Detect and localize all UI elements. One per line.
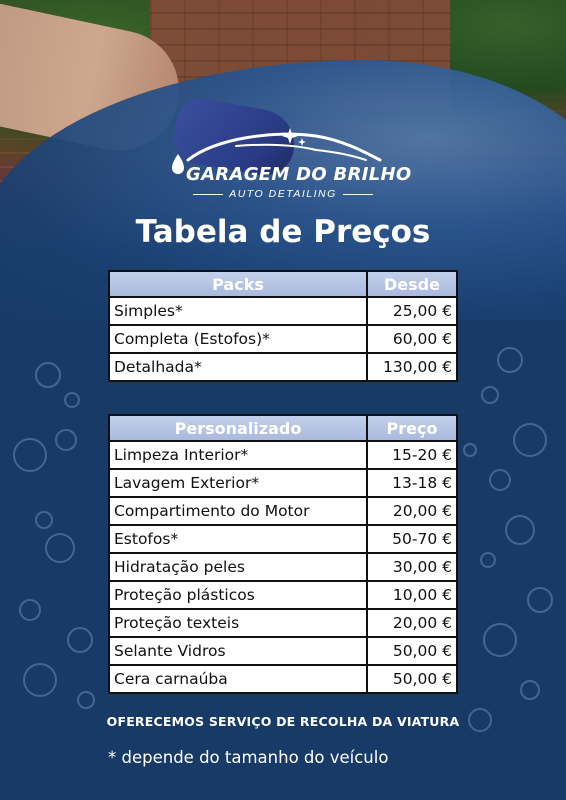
service-price: 50,00 € [367, 637, 457, 665]
service-price: 130,00 € [367, 353, 457, 381]
page-title: Tabela de Preços [135, 214, 431, 250]
service-name: Estofos* [109, 525, 367, 553]
column-header-preco: Preço [367, 415, 457, 441]
service-name: Limpeza Interior* [109, 441, 367, 469]
service-price: 20,00 € [367, 609, 457, 637]
table-row [109, 469, 457, 497]
table-row [109, 441, 457, 469]
service-name: Completa (Estofos)* [109, 325, 367, 353]
table-header-row [109, 415, 457, 441]
service-name: Lavagem Exterior* [109, 469, 367, 497]
brand-logo [166, 128, 412, 202]
service-price: 20,00 € [367, 497, 457, 525]
table-row [109, 665, 457, 693]
service-price: 10,00 € [367, 581, 457, 609]
table-row [109, 297, 457, 325]
service-name: Detalhada* [109, 353, 367, 381]
column-header-desde: Desde [367, 271, 457, 297]
table-row [109, 325, 457, 353]
footnote: * depende do tamanho do veículo [108, 748, 389, 767]
service-name: Compartimento do Motor [109, 497, 367, 525]
table-row [109, 497, 457, 525]
table-row [109, 609, 457, 637]
service-name: Selante Vidros [109, 637, 367, 665]
packs-table [108, 270, 458, 382]
service-name: Simples* [109, 297, 367, 325]
brand-name: GARAGEM DO BRILHO [186, 164, 412, 185]
service-name: Hidratação peles [109, 553, 367, 581]
service-price: 50,00 € [367, 665, 457, 693]
table-row [109, 553, 457, 581]
brand-subtitle: AUTO DETAILING [166, 188, 400, 200]
column-header-personalizado: Personalizado [109, 415, 367, 441]
water-drop-icon [172, 154, 184, 174]
service-name: Cera carnaúba [109, 665, 367, 693]
table-header-row [109, 271, 457, 297]
service-price: 25,00 € [367, 297, 457, 325]
service-name: Proteção plásticos [109, 581, 367, 609]
table-row [109, 637, 457, 665]
pickup-service-notice: OFERECEMOS SERVIÇO DE RECOLHA DA VIATURA [106, 714, 460, 729]
column-header-packs: Packs [109, 271, 367, 297]
table-row [109, 525, 457, 553]
service-price: 13-18 € [367, 469, 457, 497]
service-price: 15-20 € [367, 441, 457, 469]
table-row [109, 353, 457, 381]
service-name: Proteção texteis [109, 609, 367, 637]
table-row [109, 581, 457, 609]
service-price: 60,00 € [367, 325, 457, 353]
custom-services-table [108, 414, 458, 694]
service-price: 50-70 € [367, 525, 457, 553]
service-price: 30,00 € [367, 553, 457, 581]
sparkle-icon [282, 128, 306, 146]
